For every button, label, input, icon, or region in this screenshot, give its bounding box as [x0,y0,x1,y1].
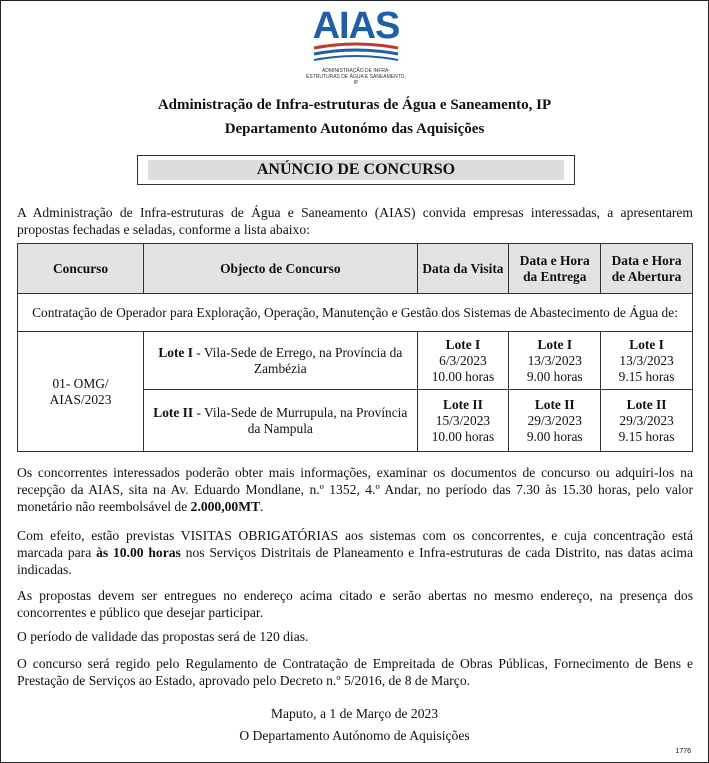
concurso-ref: 01- OMG/ AIAS/2023 [18,332,144,452]
col-header-entrega: Data e Hora da Entrega [509,244,601,294]
col-header-concurso: Concurso [18,244,144,294]
lot-1-entrega: Lote I 13/3/2023 9.00 horas [509,332,601,390]
proposals-paragraph: As propostas devem ser entregues no endereço acima citado e serão abertas no mesmo endereço, na presença dos concorrentes e público que desejar participar. [17,588,693,620]
lot-1-abertura: Lote I 13/3/2023 9.15 horas [601,332,693,390]
regulation-paragraph: O concurso será regido pelo Regulamento de Contratação de Empreitada de Obras Públicas, Fornecimento de Bens e Prestação de Serviços ao Estado, aprovado pelo Decreto n.º 5/2016, de 8 de Março. [17,656,693,688]
lot-2-abertura: Lote II 29/3/2023 9.15 horas [601,390,693,452]
aias-logo [306,6,406,84]
signatory: O Departamento Autónomo de Aquisições [239,728,470,743]
announcement-box [137,155,575,185]
announcement-title: ANÚNCIO DE CONCURSO [148,160,564,180]
logo-subtitle: ADMINISTRAÇÃO DE INFRA-ESTRUTURAS DE ÁGUA E SANEAMENTO, IP [306,68,406,86]
visits-paragraph: Com efeito, estão previstas VISITAS OBRIGATÓRIAS aos sistemas com os concorrentes, e cuja concentração está marcada para às 10.00 horas nos Serviços Distritais de Planeamento e Infra-estruturas de cada Distrito, nas datas acima indicadas. [17,528,693,577]
lot-2-entrega: Lote II 29/3/2023 9.00 horas [509,390,601,452]
col-header-visita: Data da Visita [417,244,509,294]
intro-paragraph: A Administração de Infra-estruturas de Água e Saneamento (AIAS) convida empresas interessadas, a apresentarem propostas fechadas e seladas, conforme a lista abaixo: [17,205,693,237]
reference-number: 1776 [675,748,691,755]
lot-2-object: Lote II - Vila-Sede de Murrupula, na Província da Nampula [144,390,417,452]
col-header-abertura: Data e Hora de Abertura [601,244,693,294]
lot-1-object: Lote I - Vila-Sede de Errego, na Província da Zambézia [144,332,417,390]
org-name: Administração de Infra-estruturas de Água e Saneamento, IP [157,97,552,113]
table-subheader: Contratação de Operador para Exploração, Operação, Manutenção e Gestão dos Sistemas de Abastecimento de Água de: [18,294,693,332]
tender-table [17,243,693,452]
col-header-objecto: Objecto de Concurso [144,244,417,294]
place-date: Maputo, a 1 de Março de 2023 [270,706,439,721]
info-paragraph: Os concorrentes interessados poderão obter mais informações, examinar os documentos de concurso ou adquiri-los na recepção da AIAS, sita na Av. Eduardo Mondlane, n.º 1352, 4.º Andar, no período das 7.30 às 15.30 horas, pelo valor monetário não reembolsável de 2.000,00MT. [17,465,693,514]
dept-name: Departamento Autonómo das Aquisições [224,121,485,137]
lot-1-visita: Lote I 6/3/2023 10.00 horas [417,332,509,390]
validity-paragraph: O período de validade das propostas será de 120 dias. [17,629,309,644]
logo-wordmark: AIAS [312,5,400,47]
lot-2-visita: Lote II 15/3/2023 10.00 horas [417,390,509,452]
